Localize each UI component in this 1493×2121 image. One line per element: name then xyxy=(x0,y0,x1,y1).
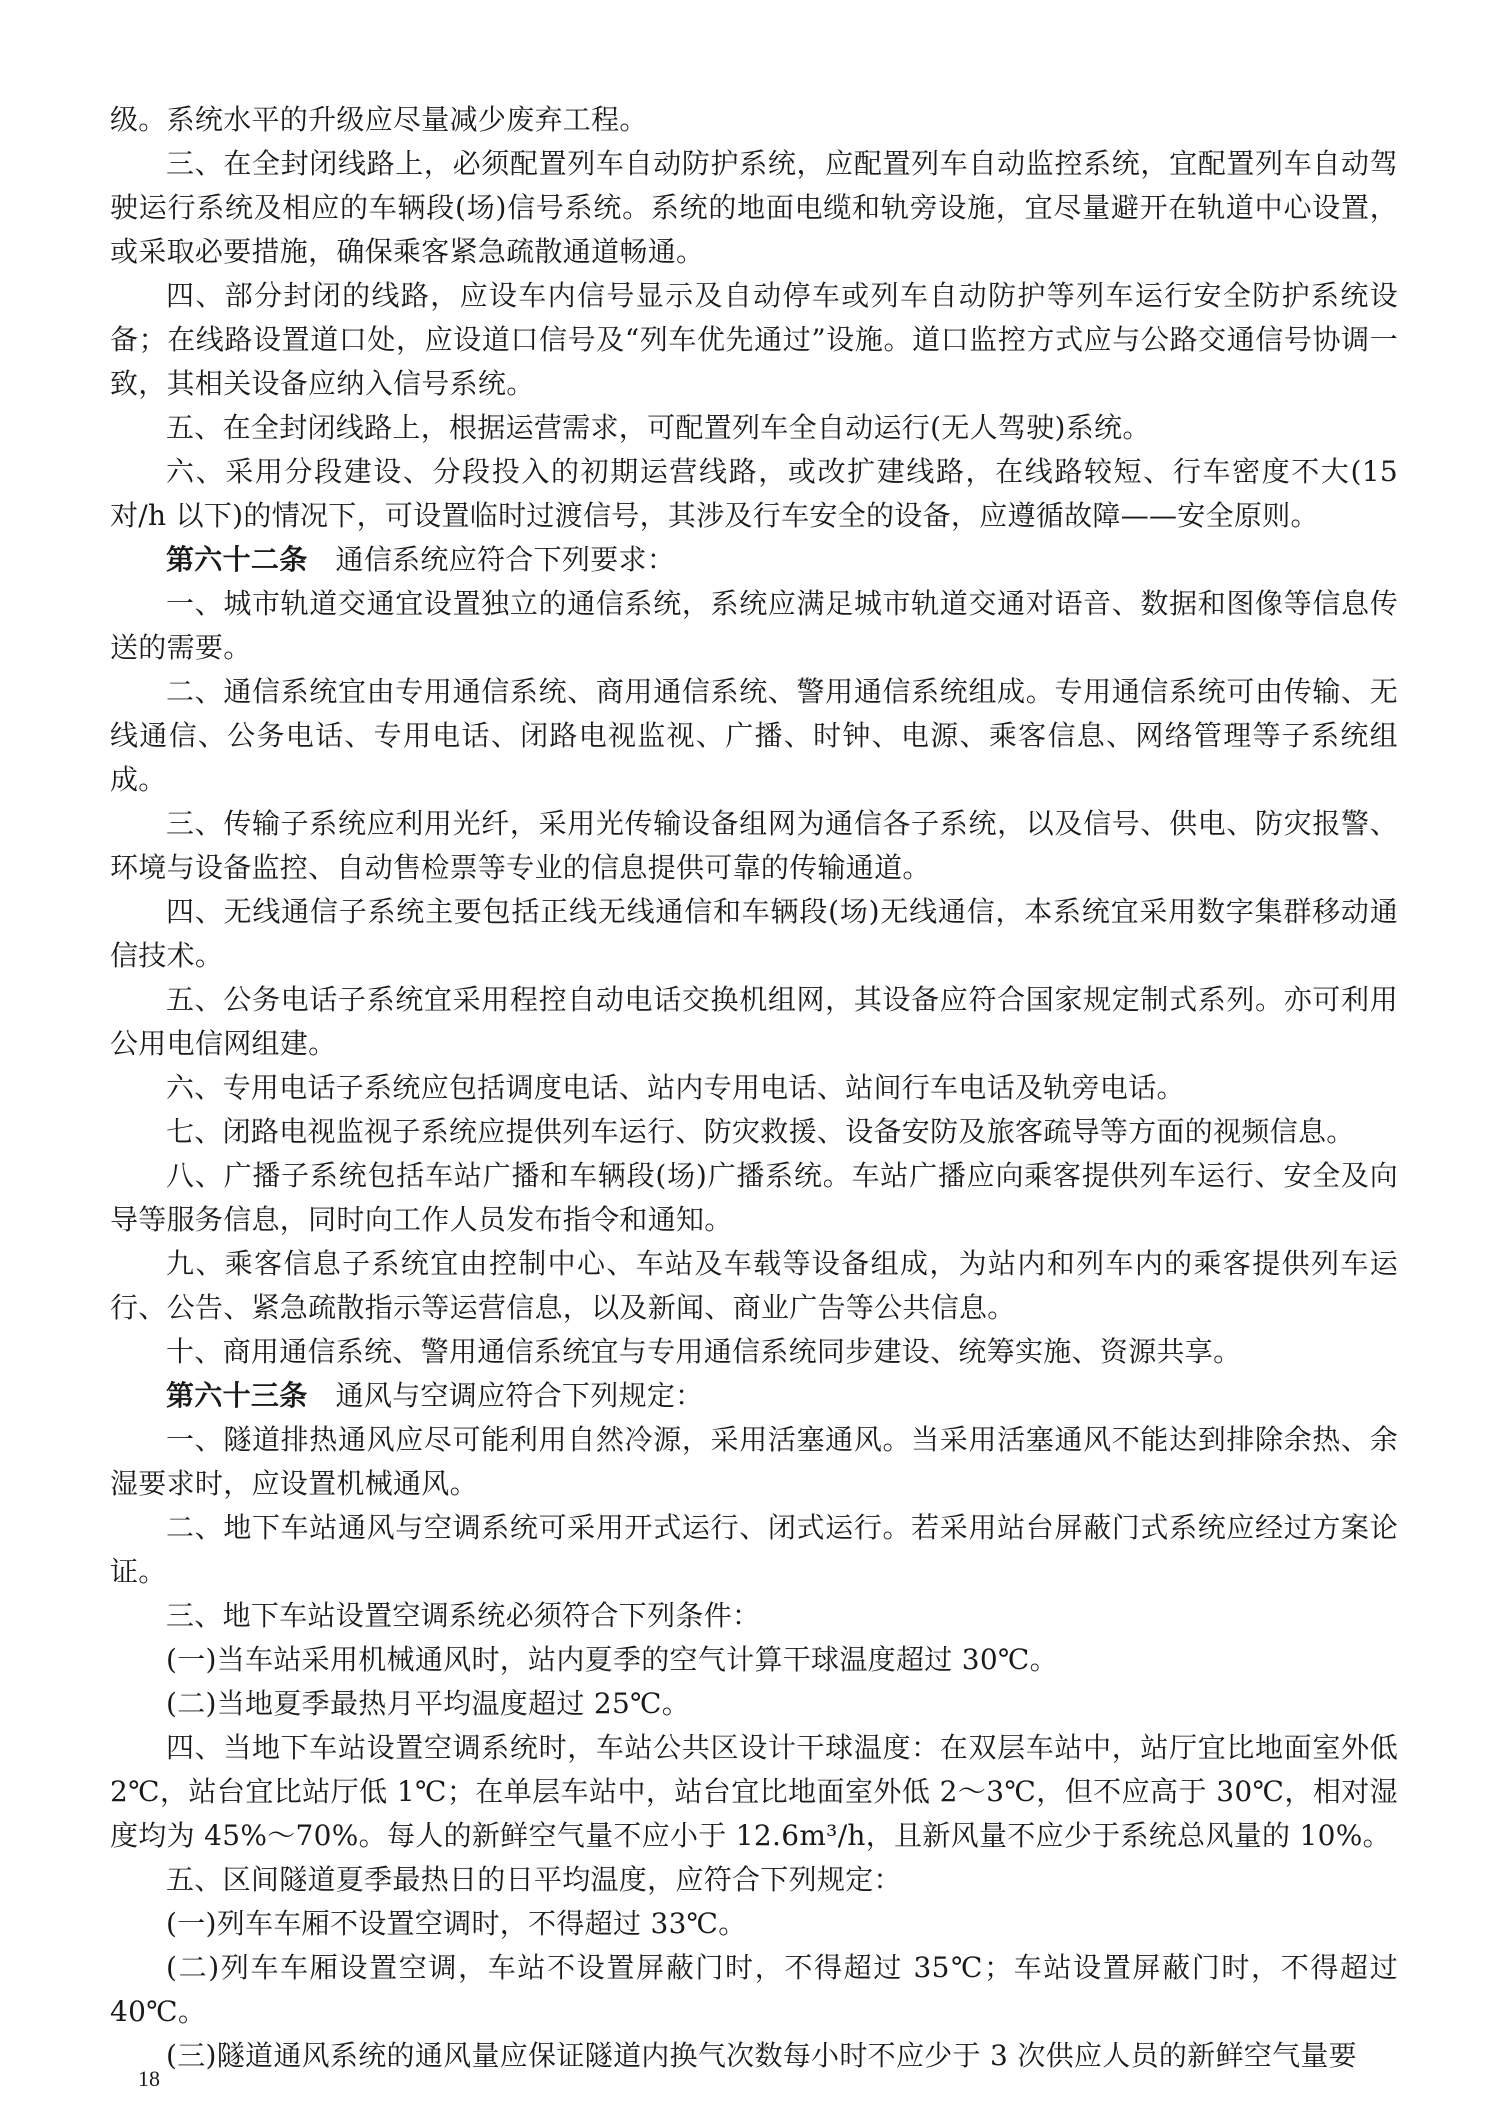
article-62-item: 七、闭路电视监视子系统应提供列车运行、防灾救援、设备安防及旅客疏导等方面的视频信息。 xyxy=(166,1115,1355,1148)
article-62-item: 一、城市轨道交通宜设置独立的通信系统，系统应满足城市轨道交通对语音、数据和图像等信息传送的需要。 xyxy=(110,587,1398,664)
paragraph: 四、部分封闭的线路，应设车内信号显示及自动停车或列车自动防护等列车运行安全防护系统设备；在线路设置道口处，应设道口信号及“列车优先通过”设施。道口监控方式应与公路交通信号协调一致，其相关设备应纳入信号系统。 xyxy=(110,279,1398,400)
paragraph: 三、在全封闭线路上，必须配置列车自动防护系统，应配置列车自动监控系统，宜配置列车自动驾驶运行系统及相应的车辆段(场)信号系统。系统的地面电缆和轨旁设施，宜尽量避开在轨道中心设置，或采取必要措施，确保乘客紧急疏散通道畅通。 xyxy=(110,147,1398,268)
article-62-item: 五、公务电话子系统宜采用程控自动电话交换机组网，其设备应符合国家规定制式系列。亦可利用公用电信网组建。 xyxy=(110,983,1398,1060)
article-63-item: 三、地下车站设置空调系统必须符合下列条件： xyxy=(166,1599,761,1632)
article-62-heading xyxy=(110,538,1398,582)
article-63-item: (二)列车车厢设置空调，车站不设置屏蔽门时，不得超过 35℃；车站设置屏蔽门时，不得超过 40℃。 xyxy=(110,1951,1398,2028)
article-63-item: 四、当地下车站设置空调系统时，车站公共区设计干球温度：在双层车站中，站厅宜比地面室外低 2℃，站台宜比站厅低 1℃；在单层车站中，站台宜比地面室外低 2～3℃，但不应高于 30℃，相对湿度均为 45%～70%。每人的新鲜空气量不应小于 12.6m³/h，且新风量不应少于系统总风量的 10%。 xyxy=(110,1731,1398,1852)
article-62-item: 九、乘客信息子系统宜由控制中心、车站及车载等设备组成，为站内和列车内的乘客提供列车运行、公告、紧急疏散指示等运营信息，以及新闻、商业广告等公共信息。 xyxy=(110,1247,1398,1324)
article-63-item: (一)当车站采用机械通风时，站内夏季的空气计算干球温度超过 30℃。 xyxy=(166,1643,1058,1676)
article-63-item: 一、隧道排热通风应尽可能利用自然冷源，采用活塞通风。当采用活塞通风不能达到排除余热、余湿要求时，应设置机械通风。 xyxy=(110,1423,1398,1500)
article-62-item: 三、传输子系统应利用光纤，采用光传输设备组网为通信各子系统，以及信号、供电、防灾报警、环境与设备监控、自动售检票等专业的信息提供可靠的传输通道。 xyxy=(110,807,1398,884)
article-63-item: (三)隧道通风系统的通风量应保证隧道内换气次数每小时不应少于 3 次供应人员的新鲜空气量要 xyxy=(166,2039,1357,2072)
article-62-item: 六、专用电话子系统应包括调度电话、站内专用电话、站间行车电话及轨旁电话。 xyxy=(166,1071,1185,1104)
paragraph: 五、在全封闭线路上，根据运营需求，可配置列车全自动运行(无人驾驶)系统。 xyxy=(166,411,1151,444)
article-63-intro: 通风与空调应符合下列规定： xyxy=(335,1379,704,1412)
article-62-item: 二、通信系统宜由专用通信系统、商用通信系统、警用通信系统组成。专用通信系统可由传输、无线通信、公务电话、专用电话、闭路电视监视、广播、时钟、电源、乘客信息、网络管理等子系统组成。 xyxy=(110,675,1398,796)
paragraph: 六、采用分段建设、分段投入的初期运营线路，或改扩建线路，在线路较短、行车密度不大(15 对/h 以下)的情况下，可设置临时过渡信号，其涉及行车安全的设备，应遵循故障——安全原则。 xyxy=(110,455,1398,532)
paragraph: 级。系统水平的升级应尽量减少废弃工程。 xyxy=(110,103,648,136)
article-63-item: (二)当地夏季最热月平均温度超过 25℃。 xyxy=(166,1687,691,1720)
page-number: 18 xyxy=(138,2066,160,2091)
article-62-item: 八、广播子系统包括车站广播和车辆段(场)广播系统。车站广播应向乘客提供列车运行、安全及向导等服务信息，同时向工作人员发布指令和通知。 xyxy=(110,1159,1398,1236)
document-page xyxy=(110,98,1398,2078)
article-62-title: 第六十二条 xyxy=(166,543,308,576)
article-62-item: 四、无线通信子系统主要包括正线无线通信和车辆段(场)无线通信，本系统宜采用数字集群移动通信技术。 xyxy=(110,895,1398,972)
article-63-item: (一)列车车厢不设置空调时，不得超过 33℃。 xyxy=(166,1907,747,1940)
article-63-item: 二、地下车站通风与空调系统可采用开式运行、闭式运行。若采用站台屏蔽门式系统应经过方案论证。 xyxy=(110,1511,1398,1588)
article-63-title: 第六十三条 xyxy=(166,1379,308,1412)
article-62-intro: 通信系统应符合下列要求： xyxy=(335,543,676,576)
article-62-item: 十、商用通信系统、警用通信系统宜与专用通信系统同步建设、统筹实施、资源共享。 xyxy=(166,1335,1242,1368)
article-63-item: 五、区间隧道夏季最热日的日平均温度，应符合下列规定： xyxy=(166,1863,902,1896)
article-63-heading xyxy=(110,1374,1398,1418)
